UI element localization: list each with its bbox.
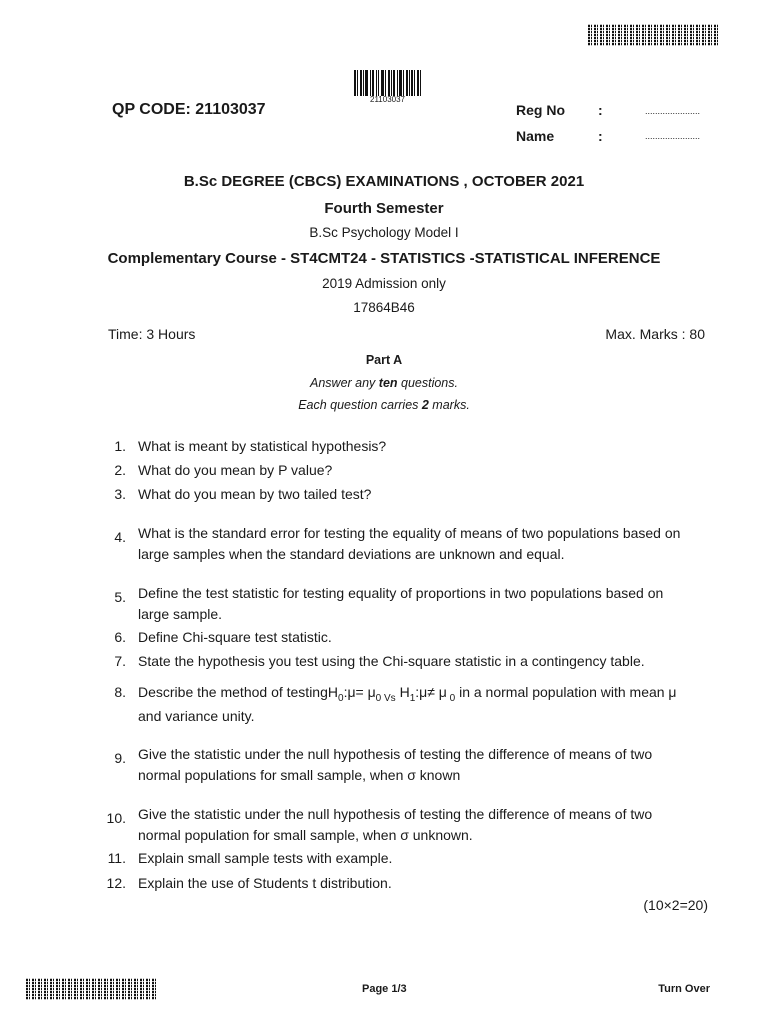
q8-h0: H [327, 684, 339, 700]
turn-over-label: Turn Over [658, 983, 710, 995]
question-text-line2: large sample. [138, 606, 223, 622]
barcode-number: 21103037 [370, 95, 405, 104]
q8-h1: H [395, 684, 410, 700]
question-number: 2. [114, 462, 126, 478]
instr1-pre: Answer any [310, 376, 379, 390]
part-total-marks: (10×2=20) [643, 897, 708, 913]
question-text-line2: large samples when the standard deviations are unknown and equal. [138, 546, 565, 562]
name-label: Name [516, 128, 555, 144]
question-number: 3. [114, 486, 126, 502]
q8-sub2: 1 [409, 692, 416, 704]
program-title: B.Sc Psychology Model I [309, 225, 459, 240]
question-number: 7. [114, 653, 126, 669]
q8-tail: in a normal population with mean μ [455, 684, 677, 700]
time-label: Time: 3 Hours [108, 326, 196, 342]
q8-text-a: Describe the method of testing [138, 684, 328, 700]
instr2-pre: Each question carries [298, 398, 422, 412]
reg-no-blank: ...................... [645, 106, 701, 116]
question-text: State the hypothesis you test using the Chi-square statistic in a contingency table. [138, 653, 645, 669]
q8-mid: :μ= μ [343, 684, 376, 700]
question-text: Define the test statistic for testing equality of proportions in two populations based on [138, 585, 664, 601]
question-number: 10. [106, 810, 126, 826]
course-title: Complementary Course - ST4CMT24 - STATISTICS -STATISTICAL INFERENCE [107, 250, 661, 267]
part-title: Part A [365, 353, 403, 367]
question-text: Define Chi-square test statistic. [138, 629, 332, 645]
name-colon: : [598, 128, 603, 144]
name-blank: ...................... [645, 131, 701, 141]
question-text: Give the statistic under the null hypothesis of testing the difference of means of two [138, 806, 653, 822]
question-text: What is meant by statistical hypothesis? [138, 438, 387, 454]
page-number: Page 1/3 [362, 983, 407, 995]
q8-sub3: 0 [446, 692, 456, 704]
instr2-bold: 2 [421, 398, 429, 412]
exam-title: B.Sc DEGREE (CBCS) EXAMINATIONS , OCTOBER 2021 [183, 173, 585, 190]
question-text: What do you mean by P value? [138, 462, 333, 478]
question-text-line2: and variance unity. [138, 708, 255, 724]
question-list [100, 0, 710, 1024]
q8-sub1: 0 Vs [375, 692, 396, 704]
paper-code: 17864B46 [353, 300, 415, 315]
admission-note: 2019 Admission only [322, 276, 446, 291]
question-number: 6. [114, 629, 126, 645]
qp-code: QP CODE: 21103037 [112, 101, 266, 118]
max-marks-label: Max. Marks : 80 [605, 326, 705, 342]
question-text: Explain small sample tests with example. [138, 850, 393, 866]
question-text-line2: normal populations for small sample, when σ known [138, 767, 461, 783]
instr1-bold: ten [378, 376, 398, 390]
question-number: 4. [114, 529, 126, 545]
question-text: What do you mean by two tailed test? [138, 486, 372, 502]
question-text: Give the statistic under the null hypothesis of testing the difference of means of two [138, 746, 653, 762]
question-number: 8. [114, 684, 126, 700]
q8-mid2: :μ≠ μ [415, 684, 447, 700]
question-text: Explain the use of Students t distribution. [138, 875, 392, 891]
question-number: 11. [107, 850, 126, 866]
question-text: What is the standard error for testing the equality of means of two populations based on [138, 525, 681, 541]
question-number: 9. [114, 750, 126, 766]
question-number: 12. [106, 875, 126, 891]
bottom-left-barcode [26, 978, 156, 1000]
instr1-post: questions. [397, 376, 458, 390]
question-number: 1. [114, 438, 126, 454]
question-number: 5. [114, 589, 126, 605]
reg-no-label: Reg No [516, 102, 565, 118]
reg-no-colon: : [598, 102, 603, 118]
semester-title: Fourth Semester [324, 200, 444, 217]
instr2-post: marks. [428, 398, 470, 412]
q8-sub0: 0 [338, 692, 344, 704]
question-text-line2: normal population for small sample, when σ unknown. [138, 827, 473, 843]
